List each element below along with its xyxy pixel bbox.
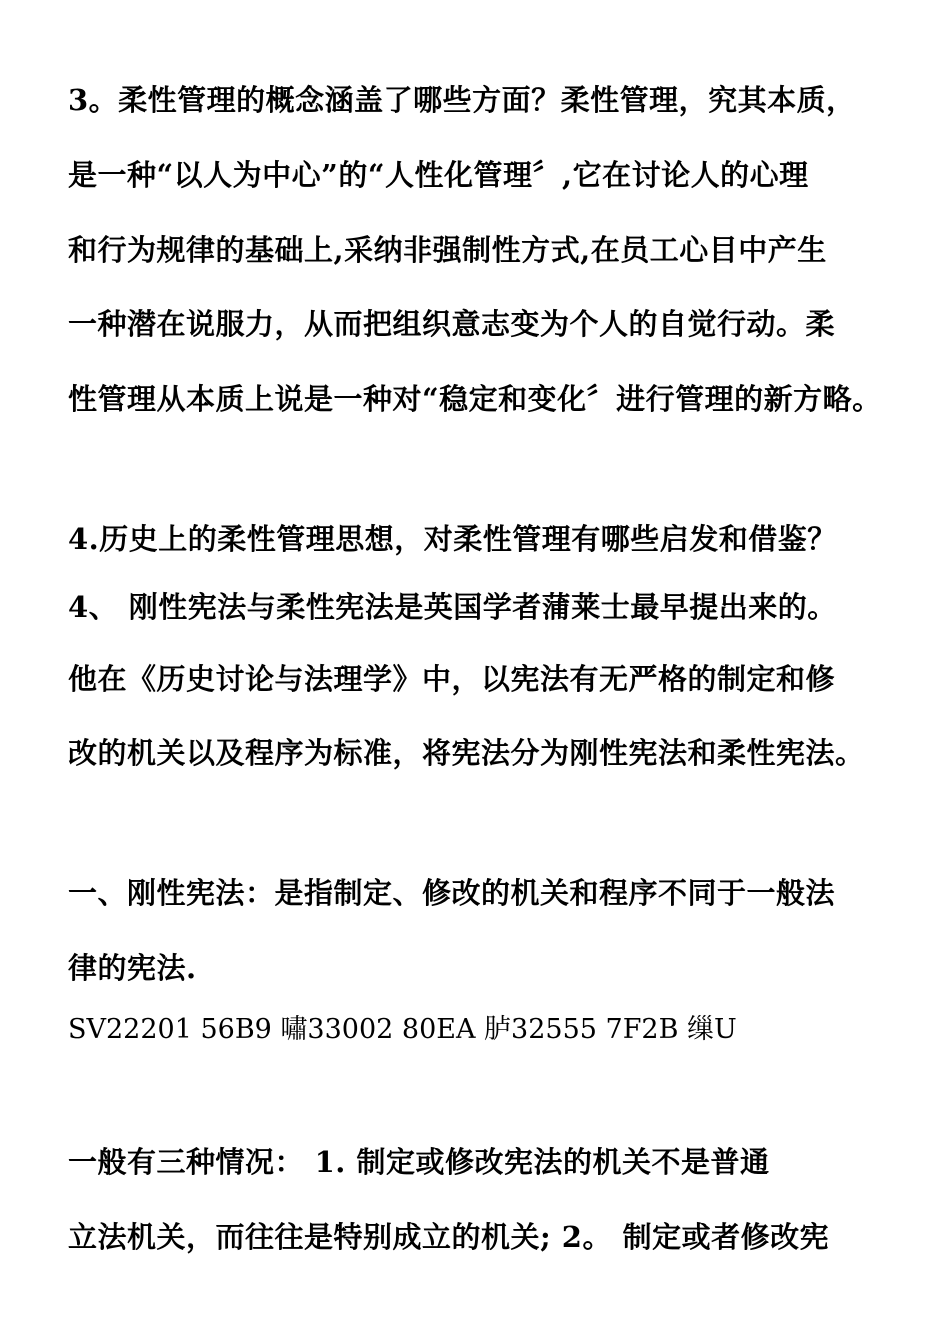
three-cases-line-2: 立法机关，而往往是特别成立的机关; 2。 制定或者修改宪	[68, 1220, 830, 1254]
paragraph-3-line-5: 性管理从本质上说是一种对“稳定和变化〞进行管理的新方略。	[68, 382, 882, 416]
three-cases-line-1: 一般有三种情况： 1. 制定或修改宪法的机关不是普通	[68, 1145, 770, 1179]
paragraph-4-line-2: 他在《历史讨论与法理学》中，以宪法有无严格的制定和修	[68, 662, 836, 696]
rigid-constitution-line-1: 一、刚性宪法：是指制定、修改的机关和程序不同于一般法	[68, 876, 836, 910]
paragraph-3-line-2: 是一种“以人为中心”的“人性化管理〞,它在讨论人的心理	[68, 158, 809, 192]
paragraph-3-line-3: 和行为规律的基础上,采纳非强制性方式,在员工心目中产生	[68, 233, 827, 267]
paragraph-3-line-4: 一种潜在说服力，从而把组织意志变为个人的自觉行动。柔	[68, 307, 836, 341]
paragraph-3-line-1: 3。柔性管理的概念涵盖了哪些方面？柔性管理，究其本质，	[68, 83, 856, 117]
question-4-line: 4.历史上的柔性管理思想，对柔性管理有哪些启发和借鉴？	[68, 522, 837, 556]
garbled-code-line: SV22201 56B9 嘯33002 80EA 胪32555 7F2B 缫U	[68, 1014, 737, 1045]
paragraph-4-line-1: 4、 刚性宪法与柔性宪法是英国学者蒲莱士最早提出来的。	[68, 590, 837, 624]
paragraph-4-line-3: 改的机关以及程序为标准，将宪法分为刚性宪法和柔性宪法。	[68, 736, 865, 770]
rigid-constitution-line-2: 律的宪法.	[68, 951, 197, 985]
